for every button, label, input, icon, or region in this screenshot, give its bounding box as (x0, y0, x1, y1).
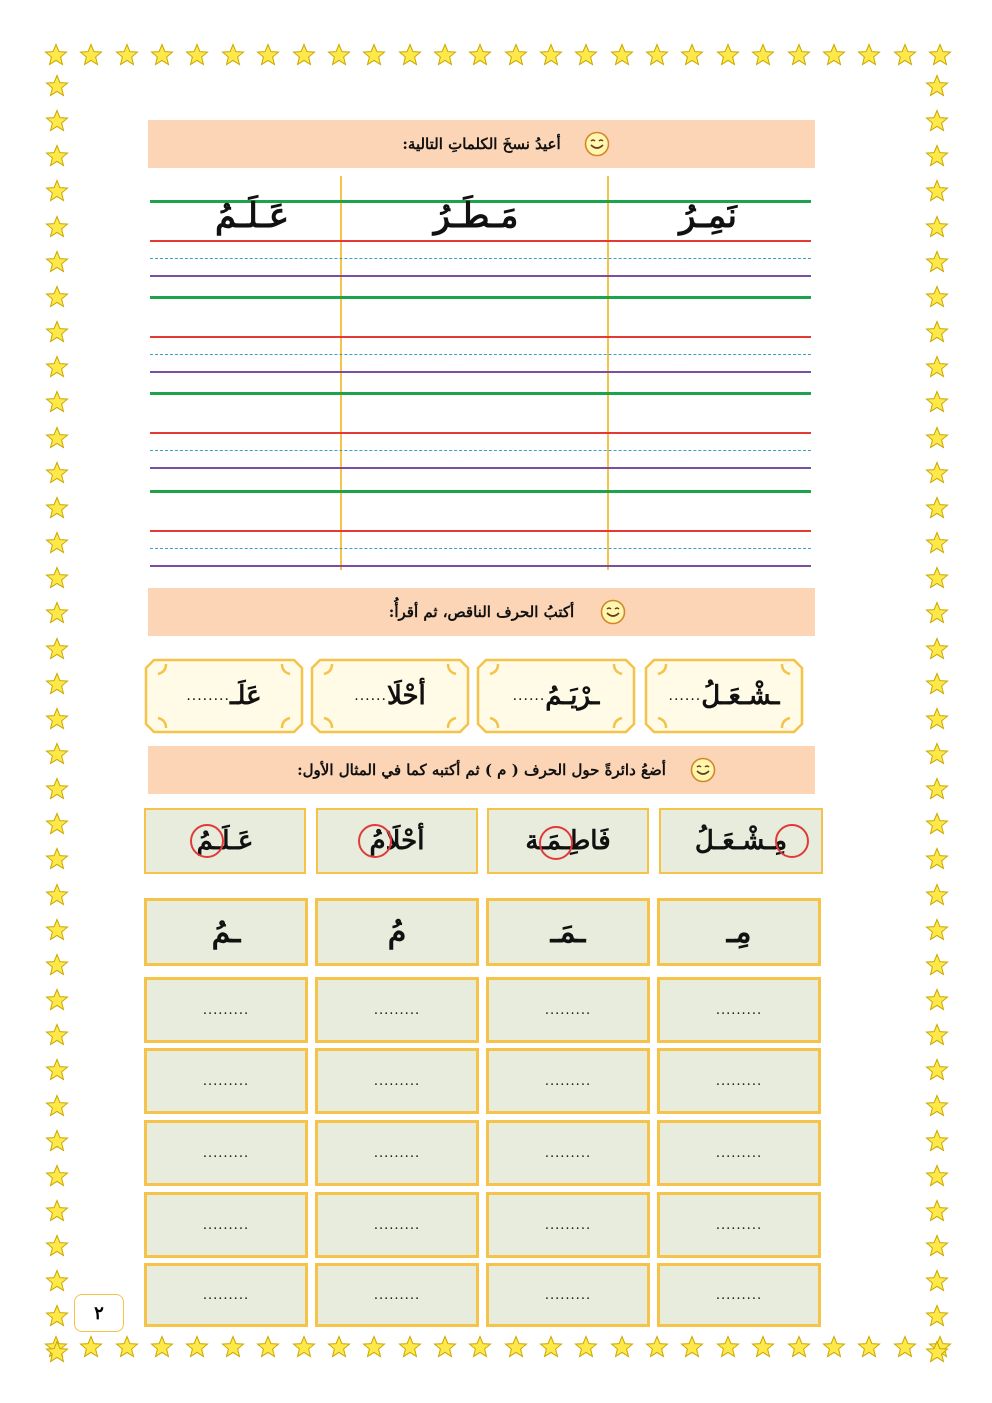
circle-word: عَـلَـمُ (196, 826, 254, 856)
star-icon (45, 74, 69, 98)
star-icon (504, 43, 528, 67)
guide-line (150, 548, 811, 549)
star-icon (150, 43, 174, 67)
answer-box[interactable]: ......... (657, 1263, 821, 1327)
star-icon (822, 1335, 846, 1359)
answer-box[interactable]: ......... (486, 1263, 650, 1327)
answer-box[interactable]: ......... (144, 1120, 308, 1186)
star-icon (327, 1335, 351, 1359)
star-icon (925, 883, 949, 907)
star-icon (928, 43, 952, 67)
star-icon (45, 812, 69, 836)
star-icon (893, 1335, 917, 1359)
star-icon (398, 43, 422, 67)
answer-box[interactable]: ......... (657, 1192, 821, 1258)
smiley-icon (690, 757, 716, 783)
star-icon (925, 918, 949, 942)
star-icon (45, 1058, 69, 1082)
circle-word: أحْلَامُ (369, 826, 425, 856)
guide-line (150, 565, 811, 567)
star-icon (468, 1335, 492, 1359)
guide-line (150, 296, 811, 299)
star-icon (45, 1023, 69, 1047)
star-icon (221, 1335, 245, 1359)
star-icon (925, 426, 949, 450)
section1-instruction: أعيدُ نسخَ الكلماتِ التالية: (402, 135, 561, 153)
missing-letter-item-2[interactable] (476, 658, 636, 734)
circle-word-box-3[interactable] (316, 808, 478, 874)
answer-box[interactable]: ......... (315, 1048, 479, 1114)
star-icon (822, 43, 846, 67)
star-icon (925, 988, 949, 1012)
star-icon (925, 601, 949, 625)
guide-line (150, 432, 811, 434)
star-icon (751, 43, 775, 67)
answer-box[interactable]: ......... (486, 1120, 650, 1186)
star-icon (45, 601, 69, 625)
guide-line (150, 392, 811, 395)
star-icon (504, 1335, 528, 1359)
star-icon (45, 1234, 69, 1258)
star-icon (398, 1335, 422, 1359)
answer-box[interactable]: ......... (657, 977, 821, 1043)
letter-form-box-1: مِـ (657, 898, 821, 966)
star-icon (45, 426, 69, 450)
star-icon (79, 1335, 103, 1359)
star-icon (925, 1058, 949, 1082)
star-icon (539, 1335, 563, 1359)
star-icon (433, 1335, 457, 1359)
answer-box[interactable]: ......... (657, 1120, 821, 1186)
star-icon (925, 320, 949, 344)
missing-letter-word: أحْلَا (386, 681, 426, 711)
circle-word-box-1[interactable] (659, 808, 823, 874)
star-icon (857, 43, 881, 67)
star-icon (45, 566, 69, 590)
star-icon (221, 43, 245, 67)
circle-word: مِـشْـعَـلُ (694, 826, 788, 856)
star-icon (925, 777, 949, 801)
star-icon (893, 43, 917, 67)
star-icon (925, 496, 949, 520)
guide-line (150, 450, 811, 451)
answer-dots[interactable]: ...... (512, 688, 546, 704)
missing-letter-item-4[interactable] (144, 658, 304, 734)
star-icon (857, 1335, 881, 1359)
star-icon (716, 43, 740, 67)
answer-dots[interactable]: ...... (668, 688, 702, 704)
star-icon (645, 43, 669, 67)
star-icon (680, 1335, 704, 1359)
answer-dots[interactable]: ........ (186, 688, 230, 704)
guide-line (150, 258, 811, 259)
star-icon (539, 43, 563, 67)
answer-box[interactable]: ......... (657, 1048, 821, 1114)
star-icon (45, 461, 69, 485)
star-icon (925, 953, 949, 977)
guide-line (150, 467, 811, 469)
star-icon (925, 144, 949, 168)
star-icon (256, 1335, 280, 1359)
page-number: ٢ (74, 1294, 124, 1332)
star-icon (925, 1304, 949, 1328)
star-icon (45, 847, 69, 871)
star-icon (45, 250, 69, 274)
section2-header (148, 588, 815, 636)
star-icon (925, 1129, 949, 1153)
star-icon (645, 1335, 669, 1359)
guide-line (150, 371, 811, 373)
guide-line (150, 354, 811, 355)
answer-box[interactable]: ......... (486, 977, 650, 1043)
star-icon (45, 179, 69, 203)
star-icon (150, 1335, 174, 1359)
star-icon (45, 390, 69, 414)
star-icon (610, 43, 634, 67)
answer-box[interactable]: ......... (144, 1192, 308, 1258)
star-icon (925, 812, 949, 836)
answer-dots[interactable]: ...... (354, 688, 387, 704)
star-icon (256, 43, 280, 67)
missing-letter-item-1[interactable] (644, 658, 804, 734)
star-icon (45, 1094, 69, 1118)
star-icon (45, 707, 69, 731)
letter-circle-mark (358, 824, 392, 858)
star-icon (925, 1234, 949, 1258)
star-icon (45, 1304, 69, 1328)
star-icon (925, 847, 949, 871)
guide-line (150, 336, 811, 338)
star-icon (925, 1023, 949, 1047)
letter-circle-mark (190, 824, 224, 858)
star-icon (925, 707, 949, 731)
letter-circle-mark (539, 826, 573, 860)
star-icon (716, 1335, 740, 1359)
section2-instruction: أكتبُ الحرف الناقص، ثم أقرأُ: (388, 603, 575, 621)
star-icon (925, 285, 949, 309)
star-icon (45, 215, 69, 239)
star-border-top (44, 42, 952, 68)
star-icon (925, 461, 949, 485)
star-border-right (924, 74, 950, 1364)
star-icon (680, 43, 704, 67)
star-icon (292, 43, 316, 67)
star-icon (45, 918, 69, 942)
circle-word: فَاطِـمَـة (525, 826, 611, 856)
guide-line (150, 490, 811, 493)
star-icon (45, 144, 69, 168)
circle-word-box-4[interactable] (144, 808, 306, 874)
model-word-1: نَمِـرُ (679, 196, 737, 236)
star-icon (787, 1335, 811, 1359)
star-icon (925, 355, 949, 379)
star-border-bottom (44, 1334, 952, 1360)
star-icon (45, 109, 69, 133)
star-icon (45, 742, 69, 766)
answer-box[interactable]: ......... (486, 1192, 650, 1258)
answer-box[interactable]: ......... (315, 1263, 479, 1327)
star-icon (925, 215, 949, 239)
star-icon (925, 531, 949, 555)
star-icon (115, 43, 139, 67)
star-icon (45, 883, 69, 907)
star-icon (574, 43, 598, 67)
star-icon (362, 1335, 386, 1359)
star-icon (925, 390, 949, 414)
answer-box[interactable]: ......... (144, 1263, 308, 1327)
section3-header (148, 746, 815, 794)
star-border-left (44, 74, 70, 1364)
guide-line (150, 275, 811, 277)
star-icon (292, 1335, 316, 1359)
star-icon (185, 1335, 209, 1359)
star-icon (45, 320, 69, 344)
letter-form-box-4: ـمُ (144, 898, 308, 966)
star-icon (468, 43, 492, 67)
star-icon (185, 43, 209, 67)
star-icon (925, 250, 949, 274)
star-icon (574, 1335, 598, 1359)
star-icon (44, 43, 68, 67)
star-icon (925, 1269, 949, 1293)
star-icon (45, 988, 69, 1012)
star-icon (925, 1094, 949, 1118)
answer-box[interactable]: ......... (315, 1192, 479, 1258)
star-icon (925, 566, 949, 590)
guide-line (150, 240, 811, 242)
star-icon (45, 1199, 69, 1223)
missing-letter-word: ـشْـعَـلُ (701, 681, 780, 711)
answer-box[interactable]: ......... (486, 1048, 650, 1114)
star-icon (45, 1269, 69, 1293)
star-icon (610, 1335, 634, 1359)
star-icon (925, 1199, 949, 1223)
model-word-2: مَـطَـرُ (433, 196, 519, 236)
star-icon (45, 1164, 69, 1188)
star-icon (45, 1129, 69, 1153)
answer-box[interactable]: ......... (144, 977, 308, 1043)
smiley-icon (600, 599, 626, 625)
star-icon (115, 1335, 139, 1359)
star-icon (433, 43, 457, 67)
star-icon (925, 672, 949, 696)
missing-letter-word: ـرْيَـمُ (545, 681, 600, 711)
smiley-icon (584, 131, 610, 157)
star-icon (45, 672, 69, 696)
star-icon (45, 355, 69, 379)
guide-line (150, 530, 811, 532)
missing-letter-word: عَلَـ (229, 681, 262, 711)
star-icon (925, 1164, 949, 1188)
star-icon (45, 496, 69, 520)
star-icon (45, 953, 69, 977)
star-icon (925, 637, 949, 661)
star-icon (45, 1340, 69, 1364)
star-icon (79, 43, 103, 67)
star-icon (45, 777, 69, 801)
star-icon (925, 74, 949, 98)
answer-box[interactable]: ......... (315, 977, 479, 1043)
star-icon (45, 285, 69, 309)
star-icon (751, 1335, 775, 1359)
star-icon (925, 1340, 949, 1364)
section3-instruction: أضعُ دائرةً حول الحرف ( م ) ثم أكتبه كما في المثال الأول: (297, 761, 666, 779)
missing-letter-item-3[interactable] (310, 658, 470, 734)
section1-header (148, 120, 815, 168)
star-icon (925, 109, 949, 133)
star-icon (362, 43, 386, 67)
letter-form-box-3: مُ (315, 898, 479, 966)
star-icon (925, 179, 949, 203)
star-icon (925, 742, 949, 766)
answer-box[interactable]: ......... (315, 1120, 479, 1186)
star-icon (787, 43, 811, 67)
model-word-3: عَـلَـمُ (214, 196, 290, 236)
star-icon (45, 531, 69, 555)
letter-form-box-2: ـمَـ (486, 898, 650, 966)
star-icon (45, 637, 69, 661)
answer-box[interactable]: ......... (144, 1048, 308, 1114)
letter-circle-mark (775, 824, 809, 858)
star-icon (327, 43, 351, 67)
circle-word-box-2[interactable] (487, 808, 649, 874)
